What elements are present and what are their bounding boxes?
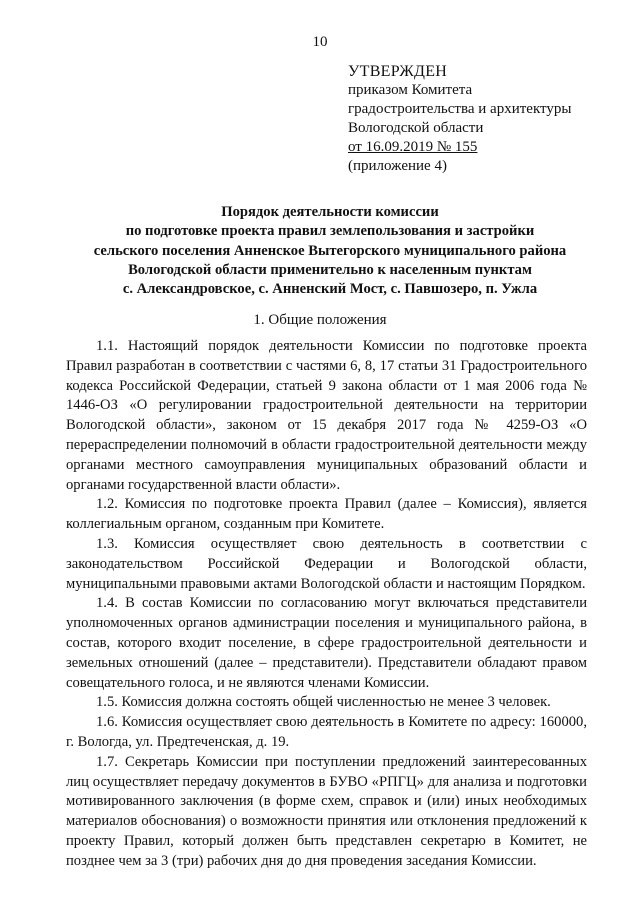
- paragraph-1-3: 1.3. Комиссия осуществляет свою деятельность в соответствии с законодательством Российской Федерации и Вологодской области, муниципальными правовыми актами Вологодской области и настоящим Порядком.: [66, 535, 587, 592]
- document-body: [66, 337, 587, 872]
- paragraph-1-1: 1.1. Настоящий порядок деятельности Комиссии по подготовке проекта Правил разработан в соответствии с частями 6, 8, 17 статьи 31 Градостроительного кодекса Российской Федерации, статьей 9 закона области от 1 мая 2006 года № 1446-ОЗ «О регулировании градостроительной деятельности на территории Вологодской области», законом от 15 декабря 2017 года № 4259-ОЗ «О перераспределении полномочий в области градостроительной деятельности между органами местного самоуправления муниципальных образований области и органами государственной власти области».: [66, 338, 587, 493]
- title-line-2: по подготовке проекта правил землепользования и застройки: [125, 223, 535, 240]
- paragraph-1-5: 1.5. Комиссия должна состоять общей численностью не менее 3 человек.: [96, 694, 551, 711]
- title-line-5: с. Александровское, с. Анненский Мост, с. Павшозеро, п. Ужла: [122, 281, 538, 298]
- paragraph-1-6: 1.6. Комиссия осуществляет свою деятельность в Комитете по адресу: 160000, г. Вологда, ул. Предтеченская, д. 19.: [66, 714, 587, 750]
- paragraph-1-4: 1.4. В состав Комиссии по согласованию могут включаться представители уполномоченных органов администрации поселения и муниципального района, в состав, которого входит поселение, в сфере градостроительной деятельности и земельных отношений (далее – представители). Представители обладают правом совещательного голоса, и не являются членами Комиссии.: [66, 595, 587, 691]
- title-line-1: Порядок деятельности комиссии: [221, 204, 439, 220]
- approval-line-3: Вологодской области: [348, 120, 484, 136]
- title-line-4: Вологодской области применительно к населенным пунктам: [128, 261, 532, 278]
- document-title: [60, 203, 600, 299]
- approval-block: [348, 62, 618, 176]
- page-number: 10: [312, 34, 328, 50]
- title-line-3: сельского поселения Анненское Вытегорского муниципального района: [93, 242, 567, 259]
- approval-line-2: градостроительства и архитектуры: [348, 101, 572, 117]
- appendix-note: (приложение 4): [348, 158, 447, 174]
- approval-line-1: приказом Комитета: [348, 82, 473, 98]
- section-heading: 1. Общие положения: [253, 312, 387, 328]
- paragraph-1-7: 1.7. Секретарь Комиссии при поступлении предложений заинтересованных лиц осуществляет передачу документов в БУВО «РПГЦ» для анализа и подготовки мотивированного заключения (в форме схем, справок и (или) иных необходимых материалов обоснования) о возможности принятия или отклонения предложений к проекту Правил, который должен быть представлен секретарю в Комитет, не позднее чем за 3 (три) рабочих дня до дня проведения заседания Комиссии.: [66, 753, 587, 869]
- paragraph-1-2: 1.2. Комиссия по подготовке проекта Правил (далее – Комиссия), является коллегиальным органом, созданным при Комитете.: [66, 496, 587, 533]
- order-reference: от 16.09.2019 № 155: [348, 139, 478, 155]
- approval-heading: УТВЕРЖДЕН: [348, 63, 448, 80]
